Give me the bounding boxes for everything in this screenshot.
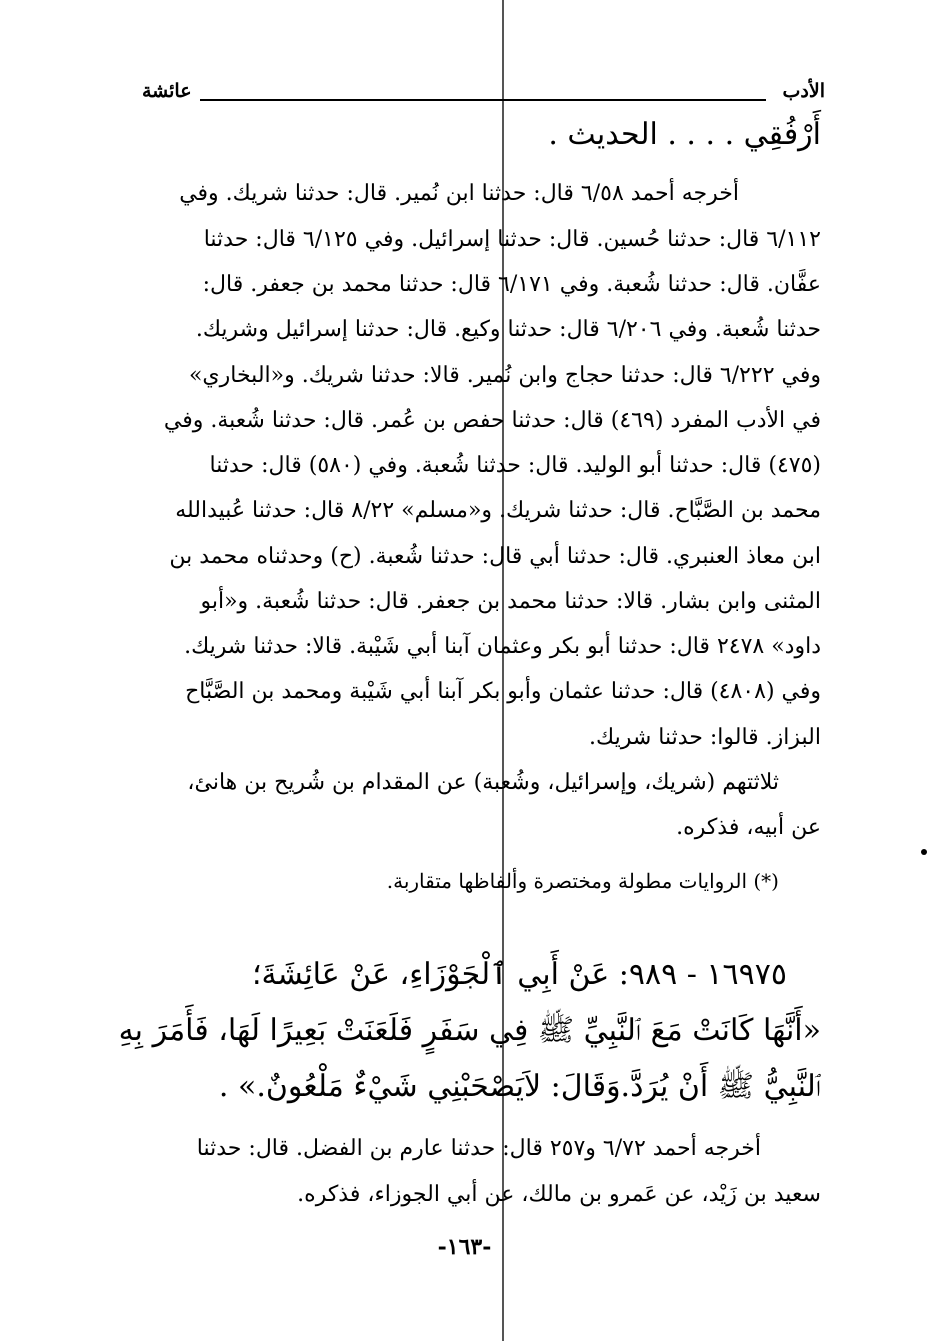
takhrij-line: ٦/١١٢ قال: حدثنا حُسين. قال: حدثنا إسرائيل. وفي ٦/١٢٥ قال: حدثنا — [203, 227, 821, 252]
takhrij-line: أخرجه أحمد ٦/٥٨ قال: حدثنا ابن نُمير. قال: حدثنا شريك. وفي — [179, 181, 739, 206]
hadith-number-heading: ١٦٩٧٥ - ٩٨٩: عَنْ أَبِي ٱلْجَوْزَاءِ، عَنْ عَائِشَةَ؛ — [251, 957, 787, 992]
running-header-right: الأدب — [782, 80, 825, 102]
takhrij-line: ابن معاذ العنبري. قال: حدثنا أبي قال: حدثنا شُعبة. (ح) وحدثناه محمد بن — [169, 544, 821, 569]
takhrij-line: أخرجه أحمد ٦/٧٢ و٢٥٧ قال: حدثنا عارم بن الفضل. قال: حدثنا — [196, 1136, 761, 1161]
hadith-text-line: «أَنَّهَا كَانَتْ مَعَ ٱلنَّبِيِّ ﷺ فِي سَفَرٍ فَلَعَنَتْ بَعِيرًا لَهَا، فَأَمَرَ بِهِ — [118, 1013, 821, 1048]
narrators-line: ثلاثتهم (شريك، وإسرائيل، وشُعبة) عن المقدام بن شُريح بن هانئ، — [187, 770, 779, 795]
takhrij-line: وفي ٦/٢٢٢ قال: حدثنا حجاج وابن نُمير. قالا: حدثنا شريك. و«البخاري» — [188, 363, 821, 388]
takhrij-line: محمد بن الصَّبَّاح. قال: حدثنا شريك. و«مسلم» ٨/٢٢ قال: حدثنا عُبيدالله — [175, 498, 821, 523]
header-rule — [200, 99, 766, 101]
takhrij-line: عفَّان. قال: حدثنا شُعبة. وفي ٦/١٧١ قال: حدثنا محمد بن جعفر. قال: — [202, 272, 821, 297]
narrators-line: عن أبيه، فذكره. — [676, 815, 821, 840]
margin-dot — [921, 849, 927, 855]
takhrij-line: داود» ٢٤٧٨ قال: حدثنا أبو بكر وعثمان آبنا أبي شَيْبة. قالا: حدثنا شريك. — [184, 634, 821, 659]
takhrij-line: (٤٧٥) قال: حدثنا أبو الوليد. قال: حدثنا شُعبة. وفي (٥٨٠) قال: حدثنا — [209, 453, 821, 478]
hadith-text-line: ٱلنَّبِيُّ ﷺ أَنْ يُرَدَّ.وَقَالَ: لاَيَصْحَبْنِي شَيْءٌ مَلْعُونٌ.» . — [218, 1069, 821, 1104]
takhrij-line: وفي (٤٨٠٨) قال: حدثنا عثمان وأبو بكر آبنا أبي شَيْبة ومحمد بن الصَّبَّاح — [185, 679, 821, 704]
takhrij-line: البزاز. قالوا: حدثنا شريك. — [589, 725, 821, 750]
takhrij-line: حدثنا شُعبة. وفي ٦/٢٠٦ قال: حدثنا وكيع. قال: حدثنا إسرائيل وشريك. — [195, 317, 821, 342]
takhrij-line: في الأدب المفرد (٤٦٩) قال: حدثنا حفص بن عُمر. قال: حدثنا شُعبة. وفي — [163, 408, 821, 433]
takhrij-line: المثنى وابن بشار. قالا: حدثنا محمد بن جعفر. قال: حدثنا شُعبة. و«أبو — [200, 589, 821, 614]
running-header-left: عائشة — [142, 80, 192, 102]
continued-hadith-ending: أَرْفُقِي . . . . الحديث . — [548, 117, 821, 152]
page-number: -١٦٣- — [437, 1234, 492, 1260]
footnote-note: (*) الروايات مطولة ومختصرة وألفاظها متقاربة. — [386, 869, 779, 893]
takhrij-line: سعيد بن زَيْد، عن عَمرو بن مالك، عن أبي الجوزاء، فذكره. — [297, 1182, 821, 1207]
